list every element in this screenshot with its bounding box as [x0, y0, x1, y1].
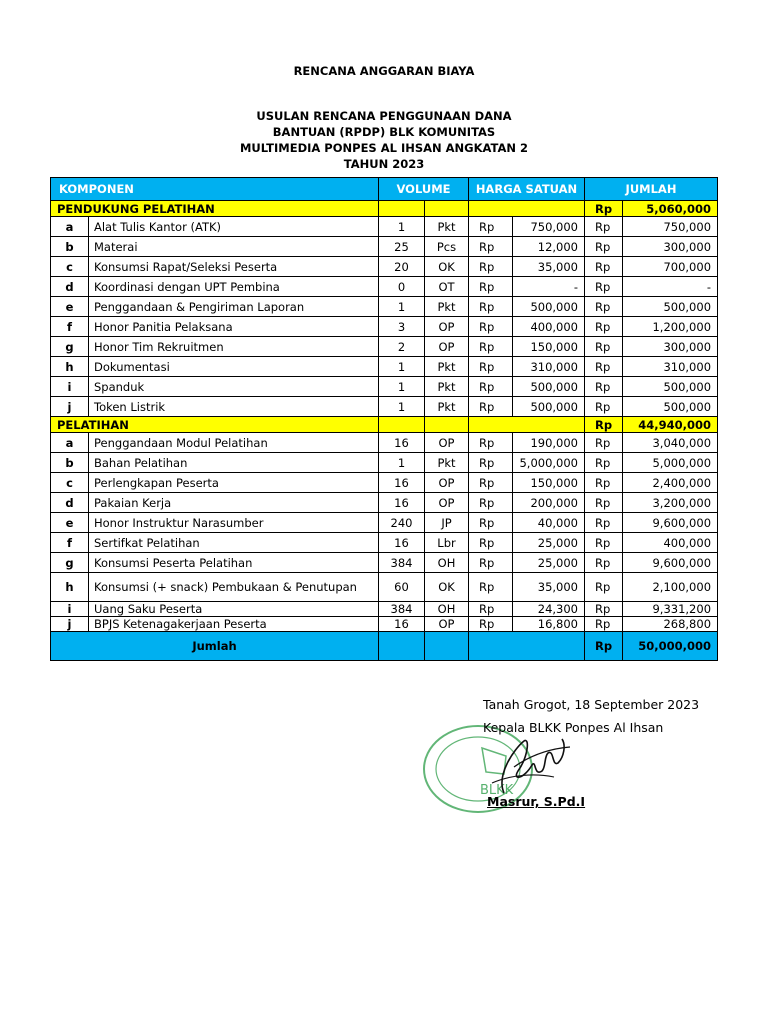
total-blank-qty — [379, 632, 425, 661]
stamp-text: BLKK — [480, 783, 514, 798]
table-row — [51, 493, 718, 513]
row-price-rp: Rp — [469, 453, 513, 473]
header-komponen: KOMPONEN — [51, 178, 379, 201]
row-price: 400,000 — [513, 317, 585, 337]
row-amount: 1,200,000 — [623, 317, 718, 337]
table-header-row — [51, 178, 718, 201]
row-unit: Pkt — [425, 397, 469, 417]
row-amount-rp: Rp — [585, 257, 623, 277]
row-letter: d — [51, 493, 89, 513]
section-total-amount: 5,060,000 — [623, 201, 718, 217]
section-blank — [379, 417, 425, 433]
row-amount: 2,400,000 — [623, 473, 718, 493]
row-amount-rp: Rp — [585, 553, 623, 573]
row-letter: j — [51, 397, 89, 417]
signatory-name: Masrur, S.Pd.I — [487, 794, 586, 809]
row-unit: OK — [425, 257, 469, 277]
row-qty: 16 — [379, 533, 425, 553]
section-total-amount: 44,940,000 — [623, 417, 718, 433]
row-item: Uang Saku Peserta — [89, 602, 379, 617]
table-row — [51, 257, 718, 277]
row-price-rp: Rp — [469, 337, 513, 357]
row-item: Materai — [89, 237, 379, 257]
row-price: 500,000 — [513, 397, 585, 417]
row-qty: 0 — [379, 277, 425, 297]
row-item: Dokumentasi — [89, 357, 379, 377]
row-price-rp: Rp — [469, 217, 513, 237]
row-price-rp: Rp — [469, 317, 513, 337]
row-amount: 500,000 — [623, 397, 718, 417]
row-price-rp: Rp — [469, 237, 513, 257]
row-letter: i — [51, 377, 89, 397]
row-unit: JP — [425, 513, 469, 533]
place-date: Tanah Grogot, 18 September 2023 — [483, 697, 700, 712]
row-qty: 2 — [379, 337, 425, 357]
doc-subtitle-2: BANTUAN (RPDP) BLK KOMUNITAS — [272, 125, 496, 139]
table-row — [51, 513, 718, 533]
row-price: 35,000 — [513, 573, 585, 602]
row-price-rp: Rp — [469, 493, 513, 513]
row-amount-rp: Rp — [585, 357, 623, 377]
row-price: - — [513, 277, 585, 297]
row-qty: 240 — [379, 513, 425, 533]
row-letter: g — [51, 553, 89, 573]
row-unit: Pkt — [425, 357, 469, 377]
table-row — [51, 217, 718, 237]
table-row — [51, 473, 718, 493]
row-amount: 9,600,000 — [623, 513, 718, 533]
row-unit: OT — [425, 277, 469, 297]
row-amount: 400,000 — [623, 533, 718, 553]
row-unit: Lbr — [425, 533, 469, 553]
handwritten-signature — [484, 727, 574, 799]
row-letter: f — [51, 533, 89, 553]
table-row — [51, 433, 718, 453]
row-unit: OP — [425, 317, 469, 337]
doc-subtitle-4: TAHUN 2023 — [343, 157, 425, 171]
row-qty: 25 — [379, 237, 425, 257]
row-amount: 300,000 — [623, 237, 718, 257]
row-price: 12,000 — [513, 237, 585, 257]
row-amount-rp: Rp — [585, 493, 623, 513]
row-qty: 384 — [379, 602, 425, 617]
row-letter: j — [51, 617, 89, 632]
row-unit: Pkt — [425, 297, 469, 317]
row-qty: 3 — [379, 317, 425, 337]
section-label: PELATIHAN — [51, 417, 379, 433]
row-amount: 750,000 — [623, 217, 718, 237]
row-price-rp: Rp — [469, 297, 513, 317]
row-item: Pakaian Kerja — [89, 493, 379, 513]
section-blank — [469, 201, 585, 217]
row-price: 35,000 — [513, 257, 585, 277]
total-blank-unit — [425, 632, 469, 661]
row-qty: 384 — [379, 553, 425, 573]
row-item: Konsumsi Rapat/Seleksi Peserta — [89, 257, 379, 277]
section-blank — [425, 201, 469, 217]
doc-subtitle-1: USULAN RENCANA PENGGUNAAN DANA — [256, 109, 512, 123]
row-amount-rp: Rp — [585, 237, 623, 257]
row-price-rp: Rp — [469, 397, 513, 417]
row-qty: 1 — [379, 297, 425, 317]
row-letter: i — [51, 602, 89, 617]
row-price: 200,000 — [513, 493, 585, 513]
section-header-row — [51, 417, 718, 433]
row-qty: 1 — [379, 453, 425, 473]
row-item: Token Listrik — [89, 397, 379, 417]
row-price: 25,000 — [513, 553, 585, 573]
row-unit: OH — [425, 553, 469, 573]
section-blank — [469, 417, 585, 433]
row-price-rp: Rp — [469, 553, 513, 573]
row-qty: 60 — [379, 573, 425, 602]
row-item: Penggandaan & Pengiriman Laporan — [89, 297, 379, 317]
row-letter: h — [51, 357, 89, 377]
table-row — [51, 317, 718, 337]
row-price-rp: Rp — [469, 357, 513, 377]
row-unit: OK — [425, 573, 469, 602]
row-price-rp: Rp — [469, 617, 513, 632]
row-amount: 9,331,200 — [623, 602, 718, 617]
row-price: 25,000 — [513, 533, 585, 553]
section-total-rp: Rp — [585, 417, 623, 433]
section-label: PENDUKUNG PELATIHAN — [51, 201, 379, 217]
table-row — [51, 337, 718, 357]
row-letter: h — [51, 573, 89, 602]
row-item: Spanduk — [89, 377, 379, 397]
row-item: Koordinasi dengan UPT Pembina — [89, 277, 379, 297]
row-price-rp: Rp — [469, 257, 513, 277]
row-unit: OH — [425, 602, 469, 617]
doc-title: RENCANA ANGGARAN BIAYA — [293, 64, 475, 78]
row-letter: c — [51, 473, 89, 493]
row-unit: OP — [425, 493, 469, 513]
table-row — [51, 377, 718, 397]
row-amount: 310,000 — [623, 357, 718, 377]
row-unit: OP — [425, 337, 469, 357]
row-amount-rp: Rp — [585, 377, 623, 397]
row-price: 190,000 — [513, 433, 585, 453]
row-qty: 20 — [379, 257, 425, 277]
table-row — [51, 453, 718, 473]
row-amount-rp: Rp — [585, 397, 623, 417]
section-blank — [379, 201, 425, 217]
row-item: Konsumsi (+ snack) Pembukaan & Penutupan — [89, 573, 379, 602]
row-unit: Pkt — [425, 453, 469, 473]
row-amount-rp: Rp — [585, 602, 623, 617]
row-qty: 16 — [379, 617, 425, 632]
header-volume: VOLUME — [379, 178, 469, 201]
row-amount: 500,000 — [623, 297, 718, 317]
row-amount-rp: Rp — [585, 453, 623, 473]
row-letter: g — [51, 337, 89, 357]
row-price: 500,000 — [513, 297, 585, 317]
row-unit: OP — [425, 433, 469, 453]
row-amount-rp: Rp — [585, 533, 623, 553]
row-letter: d — [51, 277, 89, 297]
total-rp: Rp — [585, 632, 623, 661]
row-amount: 268,800 — [623, 617, 718, 632]
row-item: Honor Tim Rekruitmen — [89, 337, 379, 357]
row-item: Sertifkat Pelatihan — [89, 533, 379, 553]
row-amount-rp: Rp — [585, 217, 623, 237]
row-amount-rp: Rp — [585, 433, 623, 453]
row-price-rp: Rp — [469, 473, 513, 493]
section-header-row — [51, 201, 718, 217]
table-row — [51, 397, 718, 417]
table-row — [51, 617, 718, 632]
signatory-role: Kepala BLKK Ponpes Al Ihsan — [483, 720, 664, 735]
row-amount: 3,200,000 — [623, 493, 718, 513]
row-amount-rp: Rp — [585, 617, 623, 632]
row-price-rp: Rp — [469, 377, 513, 397]
row-price-rp: Rp — [469, 533, 513, 553]
row-unit: OP — [425, 617, 469, 632]
row-letter: a — [51, 217, 89, 237]
row-price: 40,000 — [513, 513, 585, 533]
row-amount-rp: Rp — [585, 513, 623, 533]
row-letter: f — [51, 317, 89, 337]
row-letter: b — [51, 453, 89, 473]
row-price: 24,300 — [513, 602, 585, 617]
table-row — [51, 297, 718, 317]
row-amount-rp: Rp — [585, 337, 623, 357]
row-price: 150,000 — [513, 473, 585, 493]
row-item: Perlengkapan Peserta — [89, 473, 379, 493]
row-unit: Pkt — [425, 217, 469, 237]
row-amount: 2,100,000 — [623, 573, 718, 602]
row-amount: 700,000 — [623, 257, 718, 277]
total-blank-price — [469, 632, 585, 661]
table-row — [51, 573, 718, 602]
row-letter: c — [51, 257, 89, 277]
doc-subtitle-3: MULTIMEDIA PONPES AL IHSAN ANGKATAN 2 — [239, 141, 529, 155]
table-row — [51, 277, 718, 297]
row-qty: 16 — [379, 473, 425, 493]
total-label: Jumlah — [51, 632, 379, 661]
row-letter: b — [51, 237, 89, 257]
row-amount-rp: Rp — [585, 473, 623, 493]
row-unit: Pcs — [425, 237, 469, 257]
table-row — [51, 533, 718, 553]
row-price-rp: Rp — [469, 277, 513, 297]
row-item: Bahan Pelatihan — [89, 453, 379, 473]
row-item: BPJS Ketenagakerjaan Peserta — [89, 617, 379, 632]
row-price-rp: Rp — [469, 433, 513, 453]
row-price: 310,000 — [513, 357, 585, 377]
row-letter: e — [51, 513, 89, 533]
row-amount-rp: Rp — [585, 317, 623, 337]
row-unit: OP — [425, 473, 469, 493]
row-qty: 1 — [379, 217, 425, 237]
total-amount: 50,000,000 — [623, 632, 718, 661]
row-price-rp: Rp — [469, 602, 513, 617]
total-row — [51, 632, 718, 661]
row-letter: a — [51, 433, 89, 453]
row-qty: 1 — [379, 357, 425, 377]
row-price: 750,000 — [513, 217, 585, 237]
budget-table — [50, 177, 718, 661]
table-row — [51, 553, 718, 573]
row-amount: 9,600,000 — [623, 553, 718, 573]
table-row — [51, 602, 718, 617]
row-item: Honor Instruktur Narasumber — [89, 513, 379, 533]
row-unit: Pkt — [425, 377, 469, 397]
row-price-rp: Rp — [469, 573, 513, 602]
row-letter: e — [51, 297, 89, 317]
row-amount-rp: Rp — [585, 277, 623, 297]
row-amount: - — [623, 277, 718, 297]
row-item: Konsumsi Peserta Pelatihan — [89, 553, 379, 573]
row-amount-rp: Rp — [585, 573, 623, 602]
row-price: 16,800 — [513, 617, 585, 632]
row-price: 500,000 — [513, 377, 585, 397]
row-item: Alat Tulis Kantor (ATK) — [89, 217, 379, 237]
row-qty: 1 — [379, 397, 425, 417]
row-item: Penggandaan Modul Pelatihan — [89, 433, 379, 453]
row-amount-rp: Rp — [585, 297, 623, 317]
header-harga-satuan: HARGA SATUAN — [469, 178, 585, 201]
row-amount: 5,000,000 — [623, 453, 718, 473]
header-jumlah: JUMLAH — [585, 178, 718, 201]
table-row — [51, 357, 718, 377]
budget-table-body — [51, 201, 718, 632]
table-row — [51, 237, 718, 257]
row-price-rp: Rp — [469, 513, 513, 533]
row-qty: 16 — [379, 493, 425, 513]
row-qty: 16 — [379, 433, 425, 453]
row-price: 150,000 — [513, 337, 585, 357]
section-blank — [425, 417, 469, 433]
row-amount: 3,040,000 — [623, 433, 718, 453]
row-qty: 1 — [379, 377, 425, 397]
row-item: Honor Panitia Pelaksana — [89, 317, 379, 337]
row-amount: 500,000 — [623, 377, 718, 397]
row-amount: 300,000 — [623, 337, 718, 357]
row-price: 5,000,000 — [513, 453, 585, 473]
section-total-rp: Rp — [585, 201, 623, 217]
